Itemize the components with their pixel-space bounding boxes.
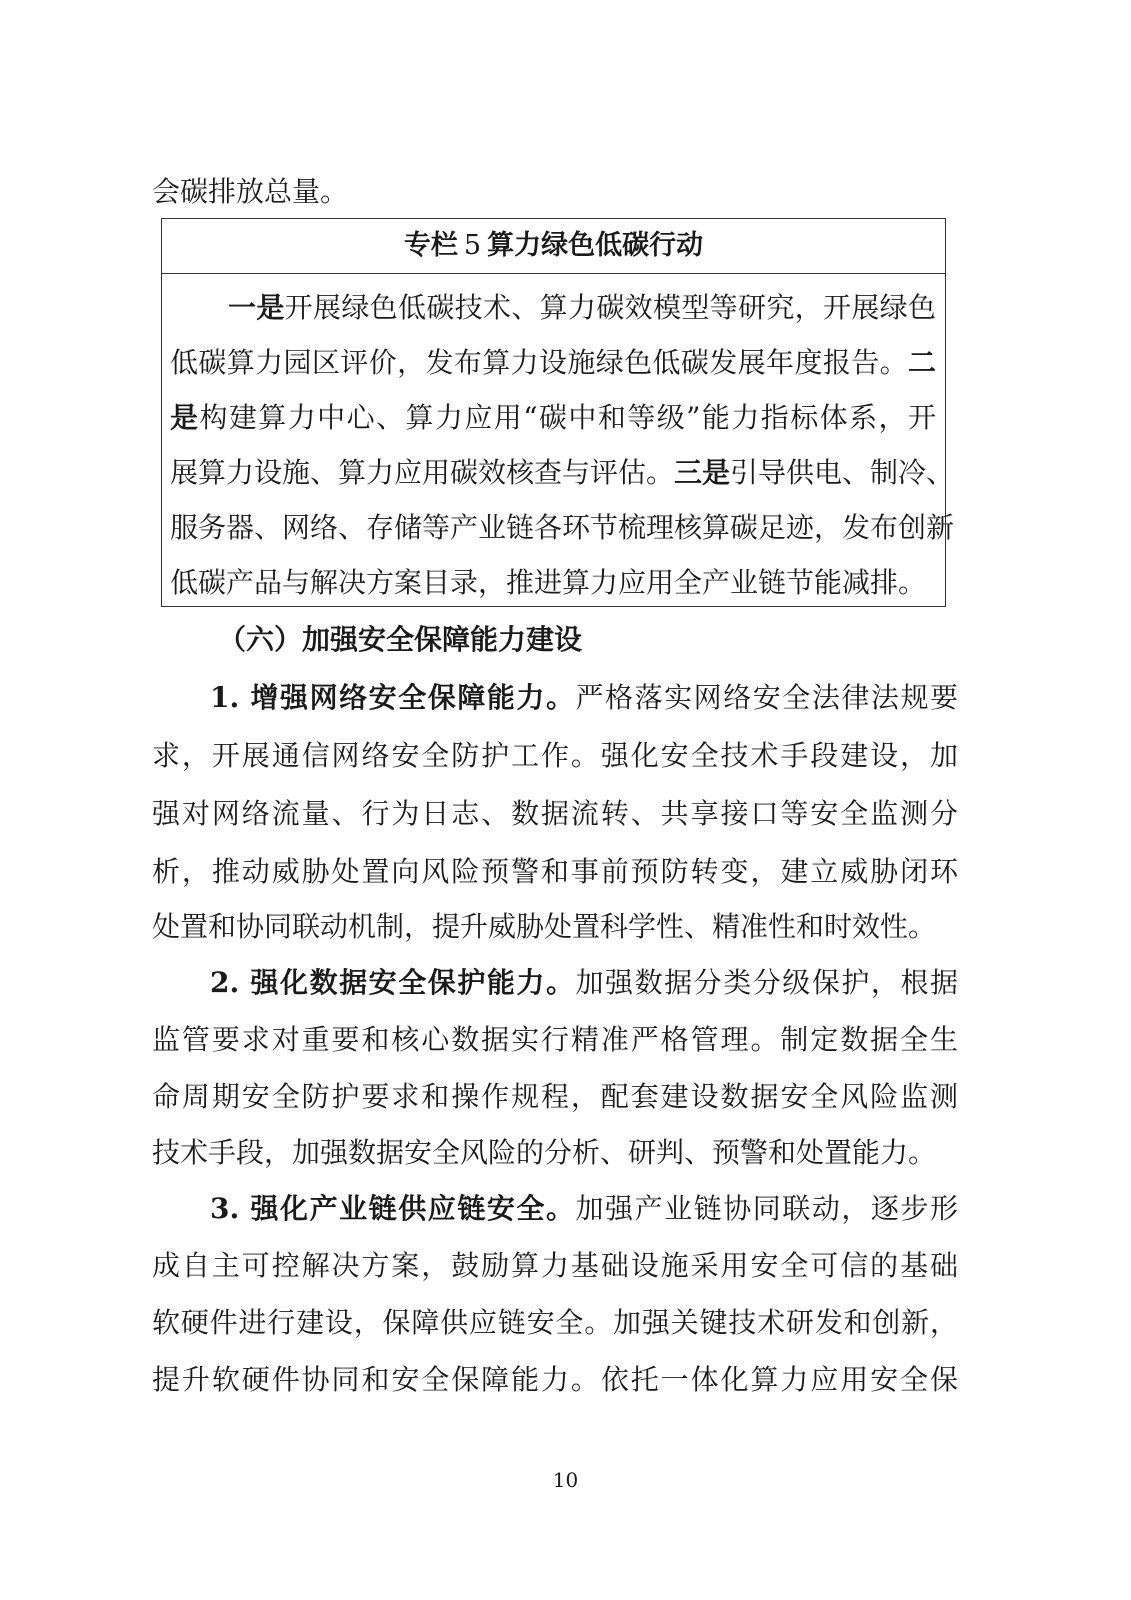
column-text: 展算力设施、算力应用碳效核查与评估。 — [170, 456, 675, 489]
column-bold-lead-2a: 二 — [907, 346, 936, 379]
item-text: 严格落实网络安全法律法规要 — [575, 681, 958, 714]
column-title-prefix: 专栏 — [403, 230, 458, 261]
item2-line-1 — [210, 963, 958, 1003]
column-line-2 — [170, 343, 936, 383]
item3-line-1 — [210, 1189, 958, 1229]
column-line-6: 低碳产品与解决方案目录，推进算力应用全产业链节能减排。 — [170, 566, 927, 599]
column-text: 构建算力中心、算力应用“碳中和等级”能力指标体系，开 — [199, 401, 936, 434]
item2-line-4: 技术手段，加强数据安全风险的分析、研判、预警和处置能力。 — [152, 1136, 937, 1169]
column-title-number: 5 — [463, 230, 482, 261]
column-bold-lead-2b: 是 — [170, 401, 200, 434]
item2-title: 2. 强化数据安全保护能力。 — [210, 966, 576, 999]
column-text: 开展绿色低碳技术、算力碳效模型等研究，开展绿色 — [284, 291, 936, 324]
column-title-text: 算力绿色低碳行动 — [487, 230, 704, 261]
item1-line-4: 析，推动威胁处置向风险预警和事前预防转变，建立威胁闭环 — [152, 855, 958, 888]
column-box-header — [162, 219, 945, 274]
item1-line-3: 强对网络流量、行为日志、数据流转、共享接口等安全监测分 — [152, 797, 958, 830]
item1-line-1 — [210, 678, 958, 718]
item3-title: 3. 强化产业链供应链安全。 — [210, 1192, 576, 1225]
page-number: 10 — [552, 1468, 579, 1492]
column-text: 引导供电、制冷、 — [730, 456, 955, 489]
item2-line-3: 命周期安全防护要求和操作规程，配套建设数据安全风险监测 — [152, 1080, 958, 1113]
column-text: 低碳算力园区评价，发布算力设施绿色低碳发展年度报告。 — [170, 346, 908, 379]
item1-title: 1. 增强网络安全保障能力。 — [210, 681, 576, 714]
column-bold-lead-1: 一是 — [228, 291, 285, 324]
column-line-1 — [228, 288, 936, 328]
column-line-4 — [170, 453, 955, 493]
item-text: 加强产业链协同联动，逐步形 — [575, 1192, 958, 1225]
item3-line-3: 软硬件进行建设，保障供应链安全。加强关键技术研发和创新， — [152, 1306, 958, 1339]
section-heading: （六）加强安全保障能力建设 — [218, 623, 583, 656]
item1-line-5: 处置和协同联动机制，提升威胁处置科学性、精准性和时效性。 — [152, 910, 937, 943]
item2-line-2: 监管要求对重要和核心数据实行精准严格管理。制定数据全生 — [152, 1023, 958, 1056]
column-box-title — [404, 219, 703, 273]
paragraph-continuation: 会碳排放总量。 — [152, 175, 349, 208]
column-bold-lead-3: 三是 — [674, 456, 731, 489]
column-line-5: 服务器、网络、存储等产业链各环节梳理核算碳足迹，发布创新 — [170, 511, 955, 544]
column-line-3 — [170, 398, 936, 438]
item3-line-4: 提升软硬件协同和安全保障能力。依托一体化算力应用安全保 — [152, 1363, 958, 1396]
item3-line-2: 成自主可控解决方案，鼓励算力基础设施采用安全可信的基础 — [152, 1249, 958, 1282]
item-text: 加强数据分类分级保护，根据 — [575, 966, 958, 999]
item1-line-2: 求，开展通信网络安全防护工作。强化安全技术手段建设，加 — [152, 739, 958, 772]
